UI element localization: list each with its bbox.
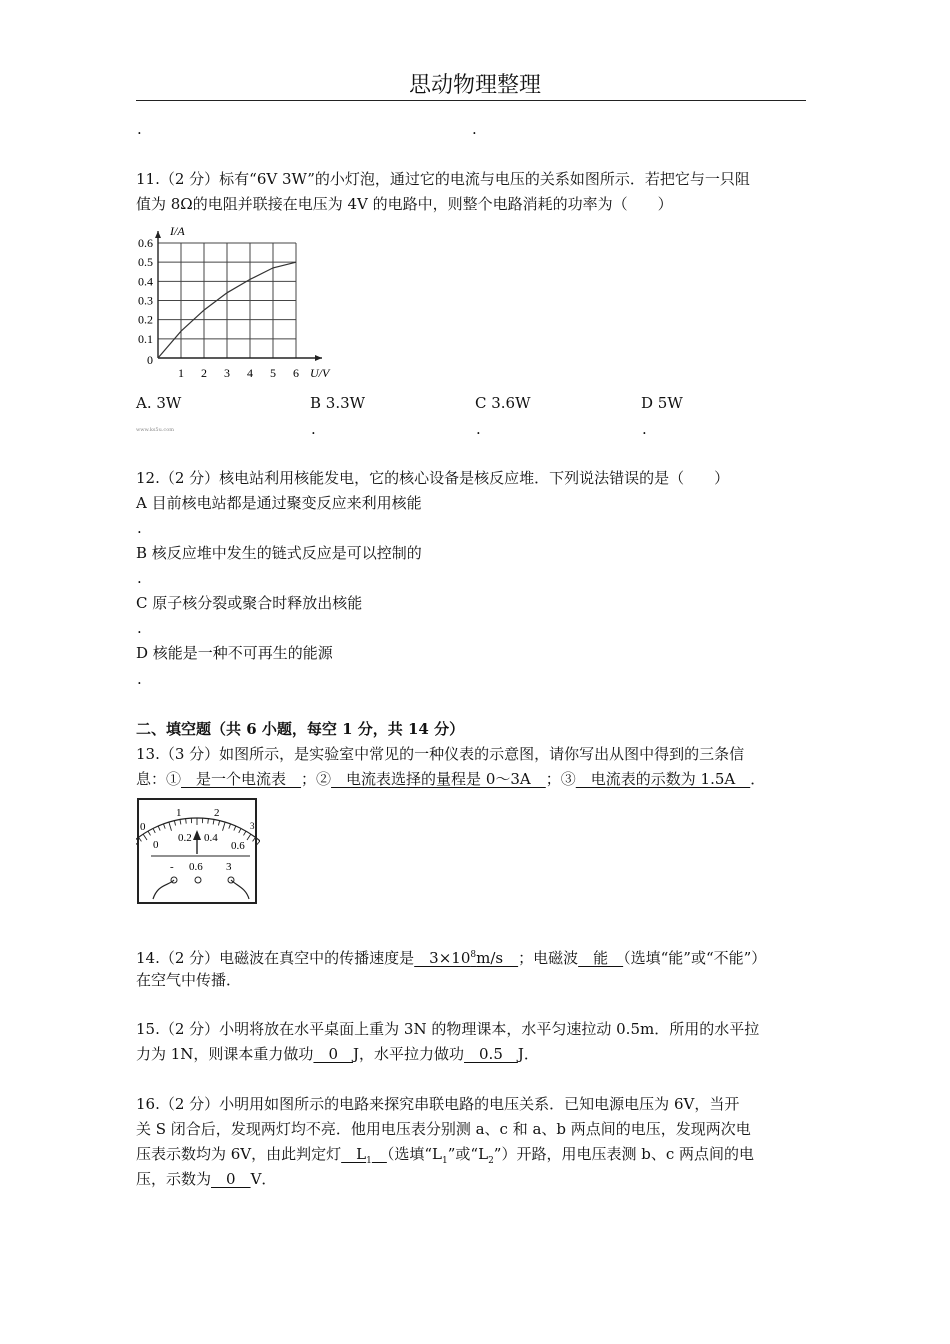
- q13-line2: 息：① 是一个电流表 ；② 电流表选择的量程是 0～3A ；③ 电流表的示数为 1.5A ．: [136, 770, 766, 788]
- scale-bottom-0: 0: [153, 839, 159, 851]
- q15-answer-2: 0.5: [464, 1045, 518, 1063]
- scale-tick: [239, 828, 241, 832]
- scale-tick: [257, 841, 260, 845]
- scale-top-1: 1: [176, 807, 182, 819]
- q16-line3: 压表示数均为 6V，由此判定灯 $L_1$ （选填“$L_1$”或“$L_2$”）开路，用电压表测 b、c 两点间的电: [136, 1145, 755, 1166]
- x-tick-label: 6: [293, 366, 299, 380]
- q16-answer-2: 0: [211, 1170, 251, 1188]
- ammeter-diagram: [136, 796, 260, 908]
- q16-line4: 压，示数为 0 V．: [136, 1170, 277, 1188]
- q12-option-c: C 原子核分裂或聚合时释放出核能: [136, 594, 363, 612]
- scale-top-2: 2: [214, 807, 220, 819]
- q16-line1: 16.（2 分）小明用如图所示的电路来探究串联电路的电压关系．已知电源电压为 6V，当开: [136, 1095, 740, 1113]
- watermark: www.ks5u.com: [136, 427, 174, 433]
- q11-line1: 11.（2 分）标有“6V 3W”的小灯泡，通过它的电流与电压的关系如图所示．若把它与一只阻: [136, 170, 750, 188]
- header-rule: [136, 100, 806, 101]
- q16-line2: 关 S 闭合后，发现两灯均不亮．他用电压表分别测 a、c 和 a、b 两点间的电压，发现两次电: [136, 1120, 751, 1138]
- wire-left: [153, 880, 174, 899]
- origin-label: 0: [147, 353, 153, 367]
- y-tick-label: 0.2: [138, 312, 153, 327]
- q14-answer-1: $3\times 10^8m/s$: [414, 949, 519, 967]
- q14-line2: 在空气中传播．: [136, 971, 242, 989]
- y-tick-label: 0.4: [138, 274, 153, 289]
- dot-marker: .: [137, 670, 142, 688]
- y-axis-label: I/A: [170, 224, 185, 238]
- terminal-0.6: [195, 877, 201, 883]
- scale-tick: [218, 821, 219, 826]
- scale-tick: [163, 824, 165, 829]
- q13-line1: 13.（3 分）如图所示，是实验室中常见的一种仪表的示意图，请你写出从图中得到的三条信: [136, 745, 745, 763]
- scale-top-3: 3: [250, 821, 255, 831]
- q14-line1: 14.（2 分）电磁波在真空中的传播速度是 $3\times 10^8m/s$ ；电磁波 能 （选填“能”或“不能”）: [136, 949, 767, 967]
- q12-option-a: A 目前核电站都是通过聚变反应来利用核能: [136, 494, 422, 512]
- x-tick-label: 2: [201, 366, 207, 380]
- scale-tick: [169, 822, 172, 831]
- scale-tick: [247, 834, 251, 840]
- dot-marker: .: [137, 120, 142, 138]
- x-axis-arrow: [315, 355, 322, 361]
- q11-option-d: D 5W: [641, 394, 683, 412]
- y-tick-label: 0.6: [138, 236, 153, 250]
- q11-option-a: A. 3W: [136, 394, 182, 412]
- dot-marker: .: [642, 420, 647, 438]
- q16-answer-1: $L_1$: [341, 1145, 372, 1166]
- scale-tick: [148, 831, 151, 835]
- x-tick-label: 3: [224, 366, 230, 380]
- scale-tick: [158, 826, 160, 831]
- page-header-title: 思动物理整理: [408, 73, 541, 98]
- chart-grid: [158, 243, 296, 358]
- scale-tick: [174, 821, 175, 826]
- y-tick-label: 0.1: [138, 331, 153, 346]
- scale-tick: [208, 819, 209, 824]
- scale-tick: [186, 819, 187, 824]
- section-heading: 二、填空题（共 6 小题，每空 1 分，共 14 分）: [136, 720, 465, 738]
- q13-answer-1: 是一个电流表: [181, 770, 302, 788]
- dot-marker: .: [311, 420, 316, 438]
- dot-marker: .: [137, 619, 142, 637]
- q12-option-b: B 核反应堆中发生的链式反应是可以控制的: [136, 544, 422, 562]
- scale-tick: [180, 819, 181, 824]
- scale-bottom-1: 0.2: [178, 832, 192, 844]
- ammeter-pointer-head: [193, 830, 201, 840]
- terminal-label-negative: -: [170, 861, 174, 873]
- q12-option-d: D 核能是一种不可再生的能源: [136, 644, 333, 662]
- dot-marker: .: [472, 120, 477, 138]
- scale-top-0: 0: [140, 821, 146, 833]
- scale-tick: [229, 824, 231, 829]
- terminal-label-3: 3: [226, 861, 232, 873]
- x-axis-label: U/V: [310, 366, 330, 380]
- scale-bottom-3: 0.6: [231, 840, 245, 852]
- q11-option-c: C 3.6W: [475, 394, 531, 412]
- q12-stem: 12.（2 分）核电站利用核能发电，它的核心设备是核反应堆．下列说法错误的是（ ）: [136, 469, 730, 487]
- x-tick-label: 4: [247, 366, 253, 380]
- x-tick-label: 1: [178, 366, 184, 380]
- dot-marker: .: [137, 519, 142, 537]
- q13-answer-2: 电流表选择的量程是 0～3A: [331, 770, 546, 788]
- q11-option-b: B 3.3W: [310, 394, 366, 412]
- scale-tick: [153, 828, 155, 832]
- q15-line2: 力为 1N，则课本重力做功 0 J，水平拉力做功 0.5 J．: [136, 1045, 539, 1063]
- y-tick-label: 0.3: [138, 293, 153, 308]
- scale-tick: [223, 822, 226, 831]
- q13-answer-3: 电流表的示数为 1.5A: [575, 770, 751, 788]
- scale-bottom-2: 0.4: [204, 832, 218, 844]
- scale-tick: [244, 831, 247, 835]
- dot-marker: .: [137, 569, 142, 587]
- q15-answer-1: 0: [313, 1045, 353, 1063]
- wire-right: [231, 880, 249, 899]
- x-tick-label: 5: [270, 366, 276, 380]
- scale-tick: [234, 826, 236, 831]
- dot-marker: .: [476, 420, 481, 438]
- y-tick-label: 0.5: [138, 255, 153, 270]
- y-axis-arrow: [155, 231, 161, 238]
- q11-line2: 值为 8Ω的电阻并联接在电压为 4V 的电路中，则整个电路消耗的功率为（ ）: [136, 195, 673, 213]
- chart-axes: [155, 231, 322, 361]
- scale-tick: [213, 819, 214, 824]
- q15-line1: 15.（2 分）小明将放在水平桌面上重为 3N 的物理课本，水平匀速拉动 0.5m．所用的水平拉: [136, 1020, 760, 1038]
- q14-answer-2: 能: [578, 949, 624, 967]
- scale-tick: [143, 834, 147, 840]
- terminal-label-0.6: 0.6: [189, 861, 203, 873]
- iu-chart: [136, 222, 341, 384]
